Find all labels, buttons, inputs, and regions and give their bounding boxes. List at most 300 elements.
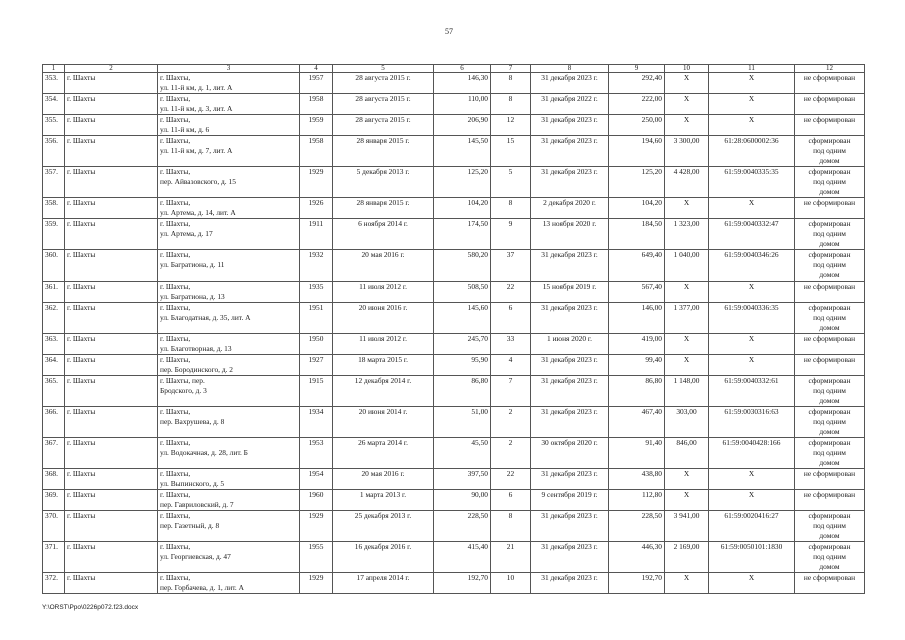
table-row: [43, 73, 865, 94]
cell-relocation-deadline: 31 декабря 2023 г.: [531, 511, 609, 542]
cell-row-number: 357.: [43, 167, 65, 198]
address-line: г. Шахты,: [160, 250, 191, 259]
land-status-line: не сформирован: [803, 94, 856, 103]
cell-living-area: 110,00: [434, 94, 491, 115]
address-line: г. Шахты,: [160, 136, 191, 145]
table-row: [43, 376, 865, 407]
cell-land-area: X: [665, 469, 709, 490]
cell-land-status: [795, 407, 865, 438]
cell-relocation-deadline: 31 декабря 2023 г.: [531, 167, 609, 198]
table-row: [43, 542, 865, 573]
cell-total-area: 194,60: [609, 136, 665, 167]
cell-relocation-deadline: 2 декабря 2020 г.: [531, 198, 609, 219]
address-line: г. Шахты,: [160, 115, 191, 124]
cell-build-year: 1953: [300, 438, 333, 469]
address-line: пер. Вахрушева, д. 8: [160, 417, 225, 426]
cell-residents-count: 8: [491, 511, 531, 542]
cell-living-area: 95,90: [434, 355, 491, 376]
address-line: г. Шахты,: [160, 573, 191, 582]
cell-address: [158, 542, 300, 573]
cell-emergency-date: 5 декабря 2013 г.: [333, 167, 434, 198]
cell-build-year: 1954: [300, 469, 333, 490]
land-status-line: домом: [819, 396, 840, 405]
cell-living-area: 206,90: [434, 115, 491, 136]
land-status-line: под одним: [813, 177, 846, 186]
cell-land-status: [795, 282, 865, 303]
cell-living-area: 397,50: [434, 469, 491, 490]
cell-address: [158, 73, 300, 94]
cell-row-number: 359.: [43, 219, 65, 250]
cell-municipality: г. Шахты: [65, 250, 158, 282]
cell-relocation-deadline: 15 ноября 2019 г.: [531, 282, 609, 303]
cell-emergency-date: 25 декабря 2013 г.: [333, 511, 434, 542]
cell-residents-count: 9: [491, 219, 531, 250]
land-status-line: под одним: [813, 417, 846, 426]
cell-municipality: г. Шахты: [65, 94, 158, 115]
table-row: [43, 407, 865, 438]
cell-address: [158, 94, 300, 115]
address-line: ул. Георгиевская, д. 47: [160, 552, 231, 561]
cell-build-year: 1960: [300, 490, 333, 511]
column-header-9: 9: [609, 65, 665, 73]
cell-cadastral-number: X: [709, 334, 795, 355]
cell-residents-count: 22: [491, 469, 531, 490]
cell-total-area: 438,80: [609, 469, 665, 490]
table-row: [43, 198, 865, 219]
land-status-line: сформирован: [808, 376, 851, 385]
cell-address: [158, 376, 300, 407]
cell-address: [158, 167, 300, 198]
land-status-line: сформирован: [808, 438, 851, 447]
cell-residents-count: 37: [491, 250, 531, 282]
cell-residents-count: 4: [491, 355, 531, 376]
cell-build-year: 1950: [300, 334, 333, 355]
address-line: пер. Айвазовского, д. 15: [160, 177, 236, 186]
cell-cadastral-number: X: [709, 115, 795, 136]
cell-relocation-deadline: 31 декабря 2023 г.: [531, 407, 609, 438]
cell-relocation-deadline: 31 декабря 2023 г.: [531, 73, 609, 94]
cell-total-area: 222,00: [609, 94, 665, 115]
cell-emergency-date: 20 июня 2016 г.: [333, 303, 434, 334]
cell-land-status: [795, 376, 865, 407]
land-status-line: сформирован: [808, 407, 851, 416]
cell-land-status: [795, 511, 865, 542]
cell-emergency-date: 20 июня 2014 г.: [333, 407, 434, 438]
cell-build-year: 1957: [300, 73, 333, 94]
land-status-line: под одним: [813, 448, 846, 457]
cell-row-number: 362.: [43, 303, 65, 334]
column-header-11: 11: [709, 65, 795, 73]
address-line: ул. 11-й км, д. 3, лит. А: [160, 104, 233, 113]
cell-land-area: X: [665, 115, 709, 136]
cell-address: [158, 303, 300, 334]
column-header-4: 4: [300, 65, 333, 73]
table-row: [43, 355, 865, 376]
cell-total-area: 99,40: [609, 355, 665, 376]
cell-residents-count: 10: [491, 573, 531, 594]
address-line: ул. 11-й км, д. 1, лит. А: [160, 83, 233, 92]
address-line: г. Шахты,: [160, 94, 191, 103]
land-status-line: не сформирован: [803, 115, 856, 124]
cell-relocation-deadline: 9 сентября 2019 г.: [531, 490, 609, 511]
land-status-line: сформирован: [808, 136, 851, 145]
table-row: [43, 219, 865, 250]
cell-cadastral-number: X: [709, 490, 795, 511]
cell-cadastral-number: 61:59:0040428:166: [709, 438, 795, 469]
cell-land-status: [795, 167, 865, 198]
cell-residents-count: 2: [491, 407, 531, 438]
cell-build-year: 1915: [300, 376, 333, 407]
cell-address: [158, 219, 300, 250]
cell-municipality: г. Шахты: [65, 573, 158, 594]
cell-total-area: 250,00: [609, 115, 665, 136]
address-line: г. Шахты,: [160, 469, 191, 478]
cell-address: [158, 407, 300, 438]
land-status-line: под одним: [813, 521, 846, 530]
cell-municipality: г. Шахты: [65, 511, 158, 542]
cell-total-area: 567,40: [609, 282, 665, 303]
address-line: г. Шахты, пер.: [160, 376, 205, 385]
column-header-6: 6: [434, 65, 491, 73]
column-header-10: 10: [665, 65, 709, 73]
cell-land-area: X: [665, 334, 709, 355]
cell-row-number: 368.: [43, 469, 65, 490]
column-number-row: [43, 65, 865, 73]
address-line: пер. Газетный, д. 8: [160, 521, 220, 530]
table-row: [43, 511, 865, 542]
cell-row-number: 366.: [43, 407, 65, 438]
address-line: ул. 11-й км, д. 6: [160, 125, 210, 134]
land-status-line: домом: [819, 156, 840, 165]
cell-land-status: [795, 219, 865, 250]
cell-relocation-deadline: 31 декабря 2023 г.: [531, 303, 609, 334]
cell-municipality: г. Шахты: [65, 438, 158, 469]
cell-row-number: 360.: [43, 250, 65, 282]
land-status-line: под одним: [813, 386, 846, 395]
cell-build-year: 1929: [300, 573, 333, 594]
column-header-8: 8: [531, 65, 609, 73]
cell-row-number: 367.: [43, 438, 65, 469]
land-status-line: сформирован: [808, 303, 851, 312]
land-status-line: сформирован: [808, 167, 851, 176]
page-number: 57: [445, 27, 453, 36]
table-row: [43, 167, 865, 198]
address-line: г. Шахты,: [160, 198, 191, 207]
cell-row-number: 365.: [43, 376, 65, 407]
cell-land-status: [795, 469, 865, 490]
address-line: пер. Гавриловский, д. 7: [160, 500, 234, 509]
cell-land-area: 3 300,00: [665, 136, 709, 167]
cell-total-area: 419,00: [609, 334, 665, 355]
cell-land-status: [795, 542, 865, 573]
cell-address: [158, 355, 300, 376]
cell-land-area: X: [665, 490, 709, 511]
cell-row-number: 371.: [43, 542, 65, 573]
address-line: г. Шахты,: [160, 303, 191, 312]
land-status-line: сформирован: [808, 542, 851, 551]
cell-build-year: 1958: [300, 136, 333, 167]
cell-residents-count: 12: [491, 115, 531, 136]
cell-row-number: 364.: [43, 355, 65, 376]
cell-emergency-date: 18 марта 2015 г.: [333, 355, 434, 376]
cell-municipality: г. Шахты: [65, 490, 158, 511]
address-line: г. Шахты,: [160, 219, 191, 228]
cell-cadastral-number: 61:59:0040335:35: [709, 167, 795, 198]
cell-relocation-deadline: 31 декабря 2022 г.: [531, 94, 609, 115]
cell-land-area: 1 323,00: [665, 219, 709, 250]
cell-land-status: [795, 334, 865, 355]
cell-municipality: г. Шахты: [65, 115, 158, 136]
cell-relocation-deadline: 1 июня 2020 г.: [531, 334, 609, 355]
cell-municipality: г. Шахты: [65, 407, 158, 438]
cell-total-area: 467,40: [609, 407, 665, 438]
cell-municipality: г. Шахты: [65, 73, 158, 94]
land-status-line: домом: [819, 531, 840, 540]
cell-total-area: 104,20: [609, 198, 665, 219]
cell-build-year: 1926: [300, 198, 333, 219]
address-line: Бродского, д. 3: [160, 386, 207, 395]
address-line: г. Шахты,: [160, 407, 191, 416]
cell-relocation-deadline: 31 декабря 2023 г.: [531, 136, 609, 167]
address-line: ул. Благодатная, д. 35, лит. А: [160, 313, 251, 322]
address-line: ул. Выпинского, д. 5: [160, 479, 225, 488]
cell-land-status: [795, 438, 865, 469]
table-row: [43, 250, 865, 282]
cell-residents-count: 7: [491, 376, 531, 407]
cell-residents-count: 8: [491, 198, 531, 219]
file-path-footer: Y:\ORST\Ppo\0226p072.f23.docx: [42, 604, 139, 611]
cell-row-number: 372.: [43, 573, 65, 594]
cell-land-area: X: [665, 94, 709, 115]
cell-residents-count: 6: [491, 303, 531, 334]
cell-build-year: 1934: [300, 407, 333, 438]
cell-build-year: 1911: [300, 219, 333, 250]
cell-build-year: 1932: [300, 250, 333, 282]
cell-total-area: 649,40: [609, 250, 665, 282]
address-line: ул. Водокачная, д. 28, лит. Б: [160, 448, 248, 457]
cell-relocation-deadline: 31 декабря 2023 г.: [531, 115, 609, 136]
housing-register-table: [42, 64, 865, 594]
cell-cadastral-number: 61:59:0040332:61: [709, 376, 795, 407]
cell-relocation-deadline: 31 декабря 2023 г.: [531, 469, 609, 490]
table-row: [43, 136, 865, 167]
cell-address: [158, 250, 300, 282]
land-status-line: не сформирован: [803, 469, 856, 478]
cell-land-status: [795, 198, 865, 219]
cell-living-area: 145,60: [434, 303, 491, 334]
land-status-line: домом: [819, 427, 840, 436]
land-status-line: под одним: [813, 313, 846, 322]
cell-land-area: X: [665, 282, 709, 303]
land-status-line: под одним: [813, 146, 846, 155]
cell-build-year: 1955: [300, 542, 333, 573]
land-status-line: домом: [819, 239, 840, 248]
cell-emergency-date: 16 декабря 2016 г.: [333, 542, 434, 573]
cell-land-area: 4 428,00: [665, 167, 709, 198]
cell-emergency-date: 28 января 2015 г.: [333, 136, 434, 167]
cell-address: [158, 282, 300, 303]
cell-address: [158, 136, 300, 167]
cell-build-year: 1927: [300, 355, 333, 376]
address-line: г. Шахты,: [160, 282, 191, 291]
cell-living-area: 245,70: [434, 334, 491, 355]
cell-residents-count: 22: [491, 282, 531, 303]
table-row: [43, 115, 865, 136]
cell-land-area: X: [665, 73, 709, 94]
land-status-line: сформирован: [808, 250, 851, 259]
address-line: г. Шахты,: [160, 167, 191, 176]
cell-address: [158, 469, 300, 490]
cell-relocation-deadline: 31 декабря 2023 г.: [531, 376, 609, 407]
table-row: [43, 573, 865, 594]
cell-land-area: 1 148,00: [665, 376, 709, 407]
cell-row-number: 369.: [43, 490, 65, 511]
address-line: ул. Артема, д. 17: [160, 229, 213, 238]
cell-address: [158, 490, 300, 511]
land-status-line: домом: [819, 270, 840, 279]
cell-address: [158, 198, 300, 219]
cell-residents-count: 2: [491, 438, 531, 469]
address-line: ул. 11-й км, д. 7, лит. А: [160, 146, 233, 155]
cell-cadastral-number: 61:59:0040336:35: [709, 303, 795, 334]
address-line: ул. Багратиона, д. 11: [160, 260, 225, 269]
cell-emergency-date: 28 августа 2015 г.: [333, 115, 434, 136]
cell-address: [158, 511, 300, 542]
address-line: ул. Благотворная, д. 13: [160, 344, 232, 353]
land-status-line: под одним: [813, 260, 846, 269]
cell-land-area: 303,00: [665, 407, 709, 438]
land-status-line: не сформирован: [803, 198, 856, 207]
cell-municipality: г. Шахты: [65, 355, 158, 376]
column-header-2: 2: [65, 65, 158, 73]
address-line: пер. Горбачева, д. 1, лит. А: [160, 583, 244, 592]
cell-cadastral-number: 61:59:0020416:27: [709, 511, 795, 542]
cell-relocation-deadline: 31 декабря 2023 г.: [531, 573, 609, 594]
cell-build-year: 1951: [300, 303, 333, 334]
cell-cadastral-number: 61:59:0040332:47: [709, 219, 795, 250]
cell-emergency-date: 6 ноября 2014 г.: [333, 219, 434, 250]
cell-residents-count: 8: [491, 73, 531, 94]
land-status-line: под одним: [813, 552, 846, 561]
land-status-line: не сформирован: [803, 355, 856, 364]
cell-residents-count: 15: [491, 136, 531, 167]
cell-municipality: г. Шахты: [65, 303, 158, 334]
cell-land-status: [795, 303, 865, 334]
cell-living-area: 90,00: [434, 490, 491, 511]
address-line: пер. Бородинского, д. 2: [160, 365, 233, 374]
cell-emergency-date: 28 августа 2015 г.: [333, 94, 434, 115]
cell-address: [158, 573, 300, 594]
cell-total-area: 192,70: [609, 573, 665, 594]
cell-address: [158, 115, 300, 136]
table-row: [43, 469, 865, 490]
cell-living-area: 146,30: [434, 73, 491, 94]
cell-row-number: 356.: [43, 136, 65, 167]
land-status-line: не сформирован: [803, 573, 856, 582]
cell-living-area: 415,40: [434, 542, 491, 573]
cell-row-number: 355.: [43, 115, 65, 136]
cell-living-area: 228,50: [434, 511, 491, 542]
cell-cadastral-number: 61:28:0600002:36: [709, 136, 795, 167]
cell-land-area: 1 377,00: [665, 303, 709, 334]
cell-emergency-date: 12 декабря 2014 г.: [333, 376, 434, 407]
cell-total-area: 292,40: [609, 73, 665, 94]
cell-total-area: 446,30: [609, 542, 665, 573]
cell-residents-count: 33: [491, 334, 531, 355]
column-header-5: 5: [333, 65, 434, 73]
cell-living-area: 45,50: [434, 438, 491, 469]
cell-total-area: 146,00: [609, 303, 665, 334]
cell-land-status: [795, 573, 865, 594]
land-status-line: не сформирован: [803, 73, 856, 82]
cell-build-year: 1929: [300, 511, 333, 542]
address-line: г. Шахты,: [160, 438, 191, 447]
cell-land-area: 3 941,00: [665, 511, 709, 542]
cell-build-year: 1958: [300, 94, 333, 115]
cell-emergency-date: 20 мая 2016 г.: [333, 250, 434, 282]
address-line: г. Шахты,: [160, 542, 191, 551]
cell-total-area: 125,20: [609, 167, 665, 198]
cell-row-number: 358.: [43, 198, 65, 219]
cell-land-status: [795, 94, 865, 115]
cell-build-year: 1929: [300, 167, 333, 198]
column-header-12: 12: [795, 65, 865, 73]
column-header-1: 1: [43, 65, 65, 73]
cell-land-status: [795, 115, 865, 136]
cell-municipality: г. Шахты: [65, 198, 158, 219]
land-status-line: домом: [819, 562, 840, 571]
land-status-line: не сформирован: [803, 490, 856, 499]
land-status-line: не сформирован: [803, 282, 856, 291]
cell-municipality: г. Шахты: [65, 167, 158, 198]
address-line: г. Шахты,: [160, 334, 191, 343]
cell-municipality: г. Шахты: [65, 542, 158, 573]
cell-total-area: 91,40: [609, 438, 665, 469]
cell-emergency-date: 17 апреля 2014 г.: [333, 573, 434, 594]
cell-total-area: 112,80: [609, 490, 665, 511]
cell-land-status: [795, 250, 865, 282]
cell-relocation-deadline: 13 ноября 2020 г.: [531, 219, 609, 250]
cell-relocation-deadline: 31 декабря 2023 г.: [531, 355, 609, 376]
cell-municipality: г. Шахты: [65, 219, 158, 250]
cell-cadastral-number: 61:59:0040346:26: [709, 250, 795, 282]
cell-municipality: г. Шахты: [65, 136, 158, 167]
cell-living-area: 192,70: [434, 573, 491, 594]
table-row: [43, 94, 865, 115]
table-row: [43, 334, 865, 355]
cell-residents-count: 8: [491, 94, 531, 115]
cell-living-area: 86,80: [434, 376, 491, 407]
land-status-line: домом: [819, 323, 840, 332]
cell-row-number: 370.: [43, 511, 65, 542]
land-status-line: не сформирован: [803, 334, 856, 343]
cell-build-year: 1935: [300, 282, 333, 303]
cell-land-status: [795, 73, 865, 94]
cell-emergency-date: 11 июля 2012 г.: [333, 334, 434, 355]
column-header-7: 7: [491, 65, 531, 73]
cell-living-area: 174,50: [434, 219, 491, 250]
cell-relocation-deadline: 31 декабря 2023 г.: [531, 250, 609, 282]
cell-cadastral-number: X: [709, 198, 795, 219]
land-status-line: под одним: [813, 229, 846, 238]
land-status-line: домом: [819, 458, 840, 467]
cell-cadastral-number: X: [709, 282, 795, 303]
cell-municipality: г. Шахты: [65, 469, 158, 490]
table-row: [43, 282, 865, 303]
cell-residents-count: 21: [491, 542, 531, 573]
address-line: г. Шахты,: [160, 355, 191, 364]
column-header-3: 3: [158, 65, 300, 73]
